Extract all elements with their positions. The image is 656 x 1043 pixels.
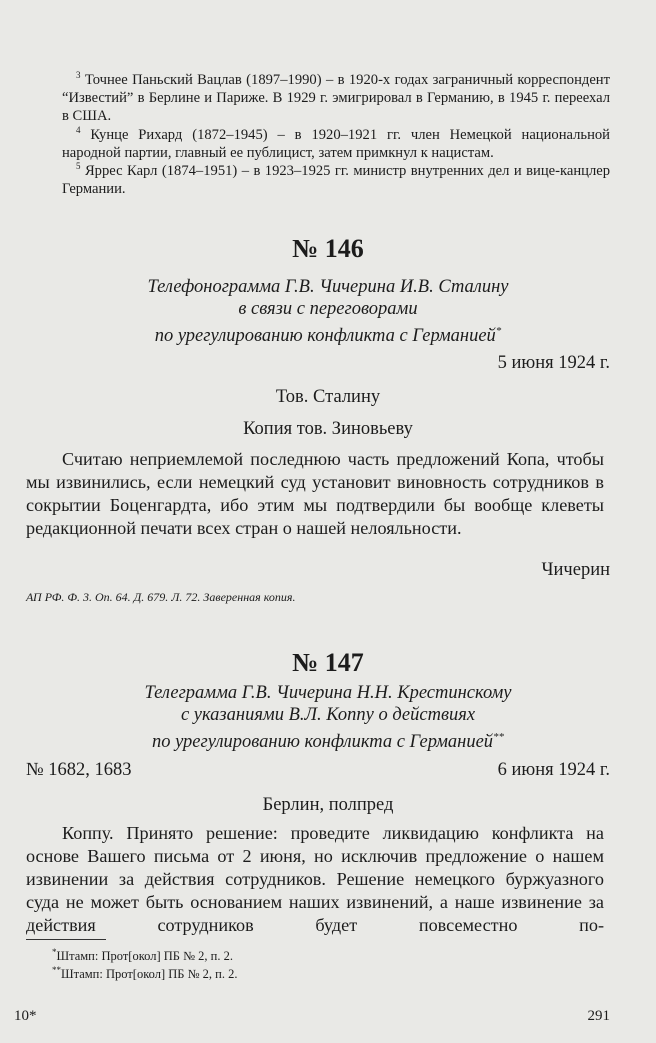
document-147-title-mark: ** xyxy=(493,731,505,743)
document-147-body xyxy=(26,822,604,937)
footnote-4-text: Кунце Рихард (1872–1945) – в 1920–1921 гг. член Немецкой национальной народной партии, главный ее публицист, затем примкнул к нацистам. xyxy=(62,126,610,161)
document-146-signature: Чичерин xyxy=(541,560,610,580)
document-146-title-line-3: по урегулированию конфликта с Германией xyxy=(154,326,496,347)
page-number: 291 xyxy=(587,1008,610,1024)
document-147-title xyxy=(0,682,656,753)
page-footnote-2 xyxy=(52,965,237,982)
footnote-5-text: Яррес Карл (1874–1951) – в 1923–1925 гг. министр внутренних дел и вице-канцлер Германии. xyxy=(62,162,611,197)
document-147-title-line-2: с указаниями В.Л. Коппу о действиях xyxy=(180,705,476,725)
document-147-paragraph: Коппу. Принято решение: проведите ликвидацию конфликта на основе Вашего письма от 2 июня, но исключив предложение о нашем извинении за действия сотрудников. Решение немецкого буржуазного суда не может быть основанием наших извинений, а наше извинение за действия сотрудников будет повсеместно по- xyxy=(26,823,604,935)
page-footnote-1 xyxy=(52,947,233,964)
footnote-4-number: 4 xyxy=(76,125,81,135)
document-146-title-line-1: Телефонограмма Г.В. Чичерина И.В. Сталину xyxy=(147,277,509,297)
document-147-addressee: Берлин, полпред xyxy=(262,795,394,815)
footnote-4 xyxy=(62,121,610,162)
footnote-5-number: 5 xyxy=(76,161,81,171)
page-footnote-1-mark: * xyxy=(52,947,57,957)
document-147-title-line-3: по урегулированию конфликта с Германией xyxy=(151,732,494,753)
footnote-3-number: 3 xyxy=(76,70,81,80)
document-146-addressee: Тов. Сталину xyxy=(275,387,381,407)
document-146-date: 5 июня 1924 г. xyxy=(497,353,610,373)
signature-mark: 10* xyxy=(14,1008,37,1024)
footnote-5 xyxy=(62,157,610,198)
footnote-3-text: Точнее Паньский Вацлав (1897–1990) – в 1920-х годах заграничный корреспондент “Известий” в Берлине и Париже. В 1929 г. эмигрировал в Германию, в 1945 г. переехал в США. xyxy=(62,71,610,124)
footnote-divider xyxy=(26,939,106,940)
document-146-body xyxy=(26,448,604,540)
document-146-title xyxy=(0,276,656,347)
document-147-reference: № 1682, 1683 xyxy=(26,760,132,780)
page-footnote-2-text: Штамп: Прот[окол] ПБ № 2, п. 2. xyxy=(61,967,238,982)
document-146-title-mark: * xyxy=(495,325,502,337)
page-footnote-2-mark: ** xyxy=(52,965,61,975)
document-146-title-line-2: в связи с переговорами xyxy=(238,299,418,319)
document-146-paragraph: Считаю неприемлемой последнюю часть предложений Копа, чтобы мы извинились, если немецкий суд установит виновность сотрудников в сокрытии Боценгардта, ибо этим мы подтвердили бы вообще клеветы редакционной печати всех стран о нашей нелояльности. xyxy=(26,449,604,538)
document-146-source: АП РФ. Ф. 3. Оп. 64. Д. 679. Л. 72. Заверенная копия. xyxy=(26,590,296,604)
page-footnote-1-text: Штамп: Прот[окол] ПБ № 2, п. 2. xyxy=(56,949,233,964)
document-147-date: 6 июня 1924 г. xyxy=(497,760,610,780)
document-146-copy: Копия тов. Зиновьеву xyxy=(243,419,413,439)
footnote-3 xyxy=(62,66,610,125)
document-147-number: № 147 xyxy=(292,648,364,677)
document-146-number: № 146 xyxy=(292,234,364,263)
document-147-title-line-1: Телеграмма Г.В. Чичерина Н.Н. Крестинскому xyxy=(144,683,512,703)
